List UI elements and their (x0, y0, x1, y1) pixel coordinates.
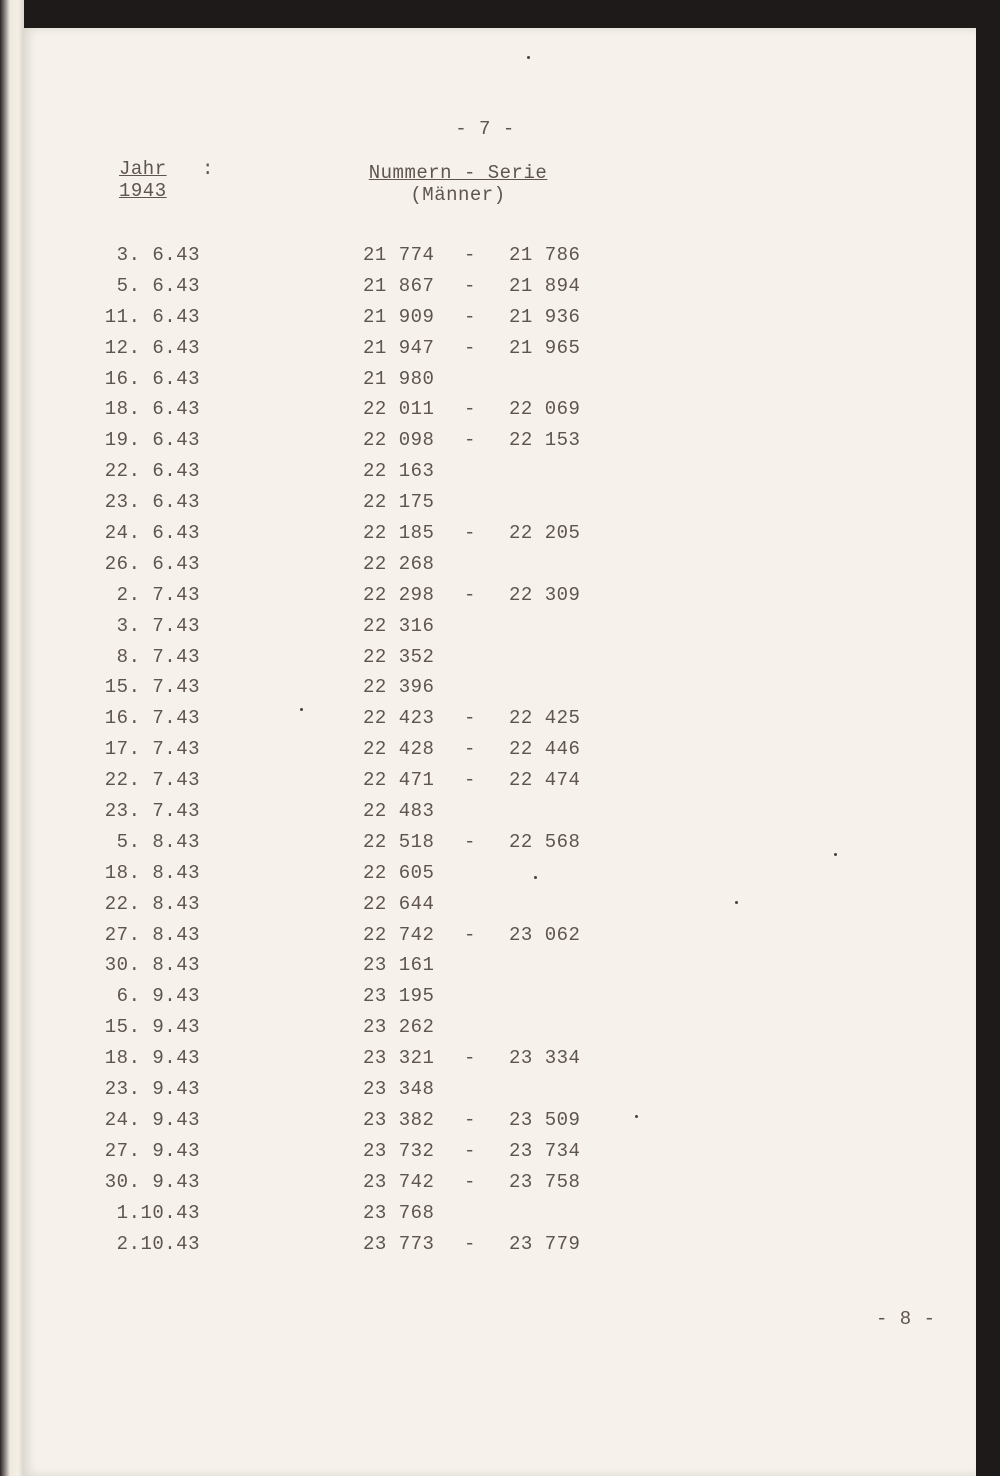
row-date: 16. 7.43 (104, 707, 200, 730)
row-date: 15. 9.43 (104, 1016, 200, 1039)
row-dash: - (464, 1108, 476, 1131)
table-row (22, 337, 976, 368)
table-row (22, 738, 976, 769)
row-date: 18. 8.43 (104, 861, 200, 884)
column-header-year (119, 158, 167, 202)
row-number-from: 22 518 (363, 830, 435, 853)
table-row (22, 1140, 976, 1171)
row-dash: - (464, 1139, 476, 1162)
table-row (22, 1078, 976, 1109)
row-number-from: 21 947 (363, 336, 435, 359)
table-row (22, 1016, 976, 1047)
row-number-to: 23 734 (509, 1139, 581, 1162)
row-number-from: 22 483 (363, 800, 435, 823)
row-dash: - (464, 522, 476, 545)
row-date: 19. 6.43 (104, 429, 200, 452)
row-date: 18. 6.43 (104, 398, 200, 421)
table-row (22, 831, 976, 862)
table-row (22, 924, 976, 955)
row-dash: - (464, 274, 476, 297)
column-header-number-series (368, 162, 548, 206)
row-date: 3. 7.43 (116, 614, 200, 637)
header-series-label: Nummern - Serie (368, 162, 548, 184)
row-dash: - (464, 398, 476, 421)
row-date: 22. 8.43 (104, 892, 200, 915)
row-date: 24. 6.43 (104, 522, 200, 545)
row-dash: - (464, 707, 476, 730)
table-row (22, 1233, 976, 1264)
table-row (22, 1202, 976, 1233)
row-dash: - (464, 738, 476, 761)
row-date: 18. 9.43 (104, 1047, 200, 1070)
row-number-from: 21 980 (363, 367, 435, 390)
row-number-from: 22 352 (363, 645, 435, 668)
row-number-from: 22 428 (363, 738, 435, 761)
row-number-to: 23 334 (509, 1047, 581, 1070)
row-number-from: 22 316 (363, 614, 435, 637)
row-number-from: 22 268 (363, 552, 435, 575)
row-number-from: 22 298 (363, 583, 435, 606)
row-number-from: 22 098 (363, 429, 435, 452)
row-number-to: 23 062 (509, 923, 581, 946)
row-date: 2.10.43 (116, 1232, 200, 1255)
row-number-from: 22 163 (363, 460, 435, 483)
table-row (22, 1047, 976, 1078)
row-number-to: 22 205 (509, 522, 581, 545)
table-row (22, 460, 976, 491)
table-row (22, 306, 976, 337)
paper-speck (735, 901, 738, 904)
row-number-from: 23 732 (363, 1139, 435, 1162)
row-date: 15. 7.43 (104, 676, 200, 699)
row-date: 23. 7.43 (104, 800, 200, 823)
row-number-to: 21 965 (509, 336, 581, 359)
row-number-from: 23 262 (363, 1016, 435, 1039)
series-table (22, 244, 976, 1263)
row-dash: - (464, 305, 476, 328)
row-date: 11. 6.43 (104, 305, 200, 328)
row-number-to: 21 786 (509, 244, 581, 266)
row-date: 17. 7.43 (104, 738, 200, 761)
row-number-from: 22 175 (363, 491, 435, 514)
row-date: 27. 8.43 (104, 923, 200, 946)
row-dash: - (464, 583, 476, 606)
row-number-to: 22 474 (509, 769, 581, 792)
row-date: 5. 6.43 (116, 274, 200, 297)
row-dash: - (464, 1047, 476, 1070)
row-number-to: 21 936 (509, 305, 581, 328)
row-date: 23. 6.43 (104, 491, 200, 514)
paper-speck (834, 853, 837, 856)
table-row (22, 398, 976, 429)
row-number-to: 23 779 (509, 1232, 581, 1255)
row-number-from: 23 348 (363, 1078, 435, 1101)
row-number-from: 22 185 (363, 522, 435, 545)
table-row (22, 676, 976, 707)
paper-speck (635, 1115, 638, 1118)
row-date: 30. 8.43 (104, 954, 200, 977)
row-number-from: 23 382 (363, 1108, 435, 1131)
row-dash: - (464, 1170, 476, 1193)
row-number-from: 22 011 (363, 398, 435, 421)
row-number-from: 22 471 (363, 769, 435, 792)
row-number-from: 23 773 (363, 1232, 435, 1255)
row-date: 23. 9.43 (104, 1078, 200, 1101)
table-row (22, 646, 976, 677)
table-row (22, 800, 976, 831)
row-number-to: 23 758 (509, 1170, 581, 1193)
row-date: 16. 6.43 (104, 367, 200, 390)
row-number-from: 22 742 (363, 923, 435, 946)
table-row (22, 553, 976, 584)
row-number-from: 23 321 (363, 1047, 435, 1070)
page-number-bottom: - 8 - (876, 1308, 936, 1330)
row-number-from: 23 161 (363, 954, 435, 977)
row-date: 3. 6.43 (116, 244, 200, 266)
row-number-from: 22 396 (363, 676, 435, 699)
row-number-from: 22 423 (363, 707, 435, 730)
row-number-to: 22 425 (509, 707, 581, 730)
header-colon: : (202, 158, 214, 180)
row-dash: - (464, 830, 476, 853)
row-number-to: 22 568 (509, 830, 581, 853)
row-number-from: 21 774 (363, 244, 435, 266)
paper-speck (300, 708, 303, 711)
table-row (22, 1109, 976, 1140)
row-date: 8. 7.43 (116, 645, 200, 668)
row-date: 26. 6.43 (104, 552, 200, 575)
row-dash: - (464, 1232, 476, 1255)
row-number-to: 23 509 (509, 1108, 581, 1131)
table-row (22, 707, 976, 738)
table-row (22, 491, 976, 522)
row-dash: - (464, 336, 476, 359)
paper-speck (534, 876, 537, 879)
row-date: 5. 8.43 (116, 830, 200, 853)
row-number-to: 21 894 (509, 274, 581, 297)
row-number-to: 22 309 (509, 583, 581, 606)
header-series-sublabel: (Männer) (410, 184, 506, 206)
row-date: 1.10.43 (116, 1201, 200, 1224)
row-date: 30. 9.43 (104, 1170, 200, 1193)
row-number-from: 22 644 (363, 892, 435, 915)
page-number-top: - 7 - (455, 118, 515, 140)
row-number-from: 21 909 (363, 305, 435, 328)
row-date: 6. 9.43 (116, 985, 200, 1008)
row-date: 12. 6.43 (104, 336, 200, 359)
table-row (22, 769, 976, 800)
table-row (22, 275, 976, 306)
row-number-to: 22 153 (509, 429, 581, 452)
table-row (22, 584, 976, 615)
row-date: 2. 7.43 (116, 583, 200, 606)
row-number-to: 22 069 (509, 398, 581, 421)
row-date: 22. 6.43 (104, 460, 200, 483)
row-number-from: 22 605 (363, 861, 435, 884)
table-row (22, 429, 976, 460)
table-row (22, 244, 976, 275)
table-row (22, 522, 976, 553)
row-number-from: 23 742 (363, 1170, 435, 1193)
row-dash: - (464, 429, 476, 452)
row-date: 27. 9.43 (104, 1139, 200, 1162)
row-number-to: 22 446 (509, 738, 581, 761)
header-year-value: 1943 (119, 180, 167, 202)
row-dash: - (464, 769, 476, 792)
table-row (22, 1171, 976, 1202)
row-date: 22. 7.43 (104, 769, 200, 792)
table-row (22, 862, 976, 893)
paper-speck (527, 56, 530, 59)
row-number-from: 23 768 (363, 1201, 435, 1224)
document-page (22, 28, 976, 1476)
table-row (22, 985, 976, 1016)
table-row (22, 954, 976, 985)
row-dash: - (464, 923, 476, 946)
header-year-label: Jahr (119, 158, 167, 180)
table-row (22, 893, 976, 924)
table-row (22, 615, 976, 646)
row-dash: - (464, 244, 476, 266)
row-number-from: 23 195 (363, 985, 435, 1008)
row-number-from: 21 867 (363, 274, 435, 297)
table-row (22, 368, 976, 399)
book-spine-shadow (0, 0, 24, 1476)
row-date: 24. 9.43 (104, 1108, 200, 1131)
